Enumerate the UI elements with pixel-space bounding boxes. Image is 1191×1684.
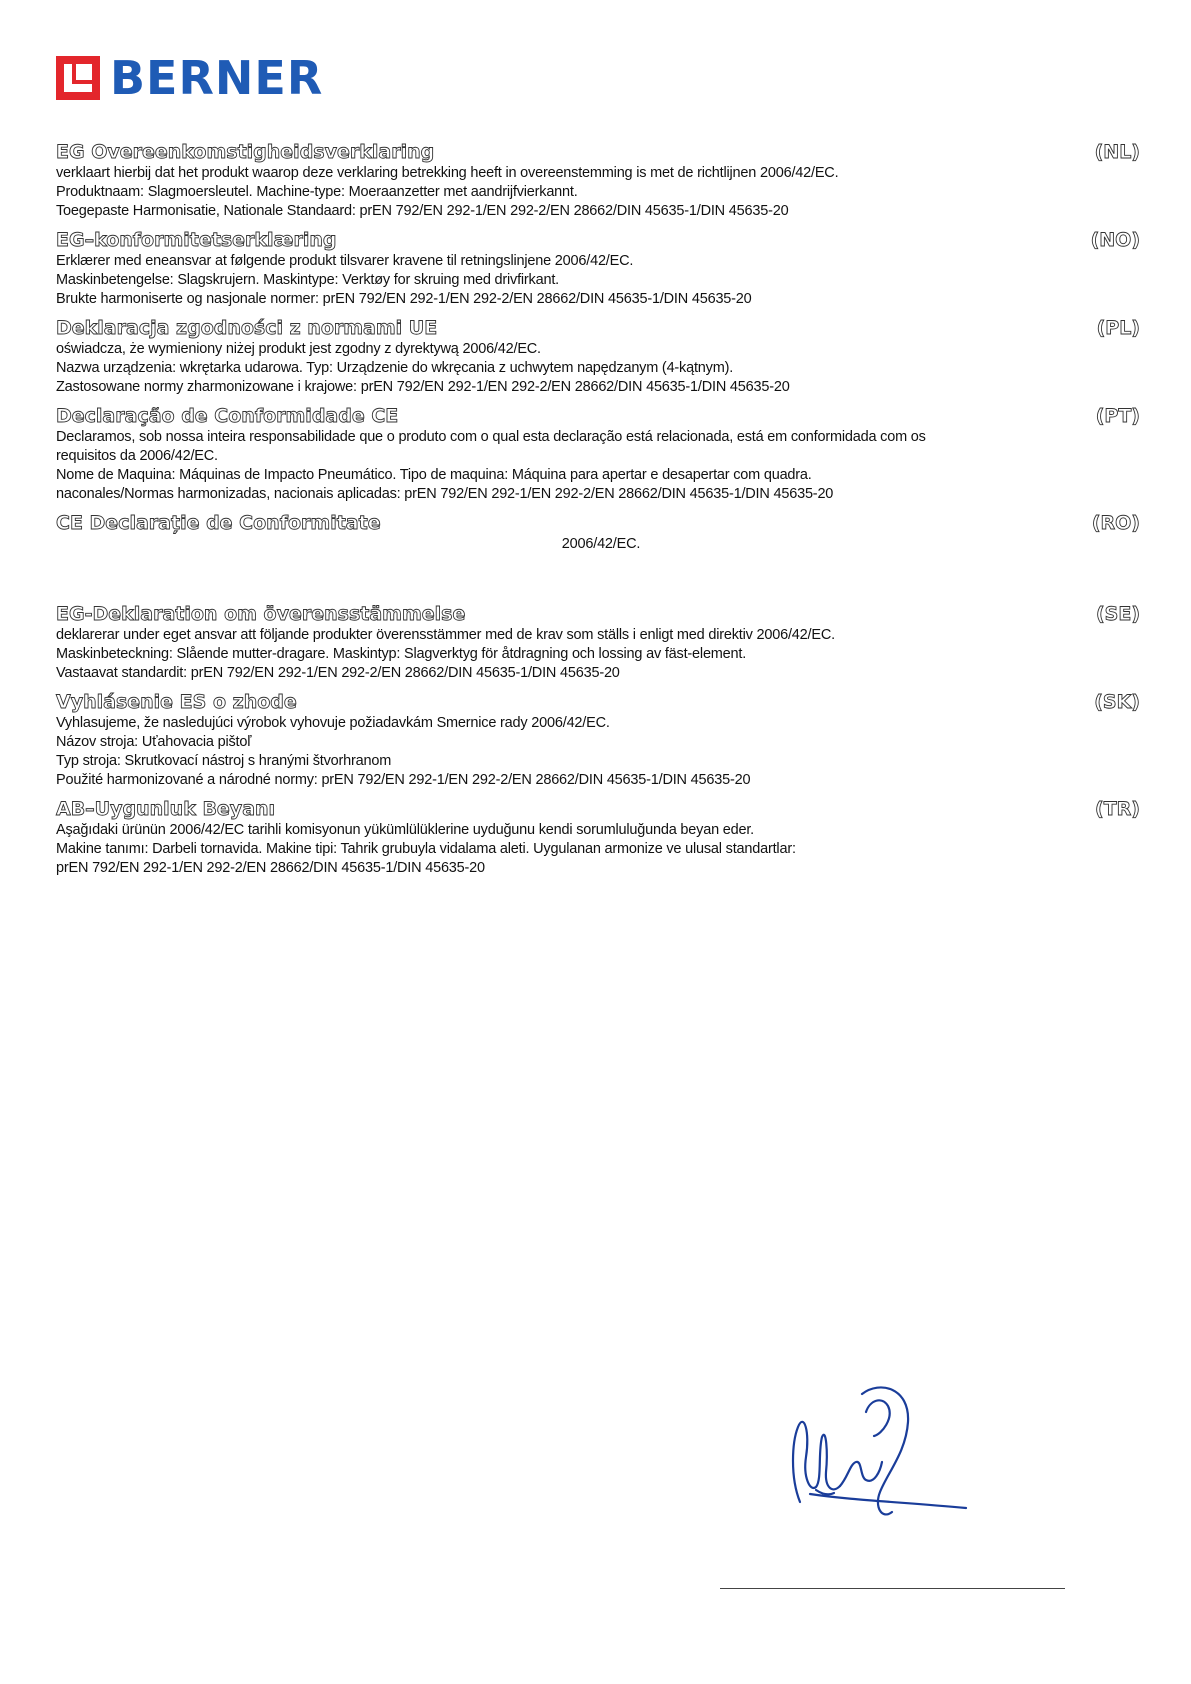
declaration-line: Produktnaam: Slagmoersleutel. Machine-type: Moeraanzetter met aandrijfvierkannt. [56, 184, 578, 200]
signature-line [720, 1588, 1065, 1589]
section-no [56, 228, 1140, 309]
declaration-line: Maskinbetengelse: Slagskrujern. Maskintype: Verktøy for skruing med drivfirkant. [56, 272, 559, 288]
language-code: (SK) [1094, 691, 1140, 713]
declaration-line: Toegepaste Harmonisatie, Nationale Standaard: prEN 792/EN 292-1/EN 292-2/EN 28662/DIN 45635-1/DIN 45635-20 [56, 203, 789, 219]
declaration-line: oświadcza, że wymieniony niżej produkt jest zgodny z dyrektywą 2006/42/EC. [56, 341, 541, 357]
declaration-line: Brukte harmoniserte og nasjonale normer: prEN 792/EN 292-1/EN 292-2/EN 28662/DIN 45635-1/DIN 45635-20 [56, 291, 752, 307]
declaration-line: Vyhlasujeme, že nasledujúci výrobok vyhovuje požiadavkám Smernice rady 2006/42/EC. [56, 715, 610, 731]
section-title: Vyhlásenie ES o zhode [56, 691, 297, 713]
declaration-line: verklaart hierbij dat het produkt waarop deze verklaring betrekking heeft in overeenstemming is met de richtlijnen 2006/42/EC. [56, 165, 839, 181]
declaration-line: Zastosowane normy zharmonizowane i krajowe: prEN 792/EN 292-1/EN 292-2/EN 28662/DIN 45635-1/DIN 45635-20 [56, 379, 790, 395]
language-code: (SE) [1095, 603, 1140, 625]
section-nl [56, 140, 1140, 221]
declaration-line: 2006/42/EC. [561, 536, 641, 552]
language-code: (PL) [1096, 317, 1140, 339]
section-title: EG–konformitetserklæring [56, 229, 337, 251]
section-title: Deklaracja zgodności z normami UE [56, 317, 438, 339]
language-code: (NL) [1094, 141, 1140, 163]
section-title: EG-Deklaration om överensstämmelse [56, 603, 466, 625]
declaration-line: Použité harmonizované a národné normy: prEN 792/EN 292-1/EN 292-2/EN 28662/DIN 45635-1/DIN 45635-20 [56, 772, 751, 788]
section-title: Declaração de Conformidade CE [56, 405, 399, 427]
declaration-line: Aşağıdaki ürünün 2006/42/EC tarihli komisyonun yükümlülüklerine uyduğunu kendi sorumluluğunda beyan eder. [56, 822, 755, 838]
declaration-line: deklarerar under eget ansvar att följande produkter överensstämmer med de krav som ställs i enligt med direktiv 2006/42/EC. [56, 627, 835, 643]
language-code: (RO) [1091, 512, 1140, 534]
declaration-line: Maskinbeteckning: Slående mutter-dragare. Maskintyp: Slagverktyg för åtdragning och lossing av fäst-element. [56, 646, 747, 662]
declaration-line: Makine tanımı: Darbeli tornavida. Makine tipi: Tahrik grubuyla vidalama aleti. Uygulanan armonize ve ulusal standartlar: [56, 841, 796, 857]
declaration-line: Erklærer med eneansvar at følgende produkt tilsvarer kravene til retningslinjene 2006/42/EC. [56, 253, 634, 269]
declarations [56, 140, 1140, 885]
language-code: (NO) [1090, 229, 1140, 251]
berner-logo-mark [56, 56, 100, 100]
section-sk [56, 690, 1140, 790]
section-tr [56, 797, 1140, 878]
section-ro [56, 511, 1140, 554]
section-pt [56, 404, 1140, 504]
section-title: CE Declarație de Conformitate [56, 512, 381, 534]
declaration-line: Nome de Maquina: Máquinas de Impacto Pneumático. Tipo de maquina: Máquina para apertar e desapertar com quadra. [56, 467, 812, 483]
declaration-line: Nazwa urządzenia: wkrętarka udarowa. Typ: Urządzenie do wkręcania z uchwytem napędzanym (4-kątnym). [56, 360, 734, 376]
berner-logo [56, 51, 324, 105]
declaration-line: prEN 792/EN 292-1/EN 292-2/EN 28662/DIN 45635-1/DIN 45635-20 [56, 860, 485, 876]
declaration-line: Typ stroja: Skrutkovací nástroj s hranými štvorhranom [56, 753, 392, 769]
section-title: EG Overeenkomstigheidsverklaring [56, 141, 435, 163]
section-pl [56, 316, 1140, 397]
handwritten-signature [770, 1382, 970, 1522]
declaration-line: Declaramos, sob nossa inteira responsabilidade que o produto com o qual esta declaração está relacionada, está em conformidada com os requisitos da 2006/42/EC. [56, 429, 926, 464]
declaration-line: Názov stroja: Uťahovacia pištoľ [56, 734, 252, 750]
declaration-line: Vastaavat standardit: prEN 792/EN 292-1/EN 292-2/EN 28662/DIN 45635-1/DIN 45635-20 [56, 665, 620, 681]
language-code: (PT) [1095, 405, 1140, 427]
declaration-line: naconales/Normas harmonizadas, nacionais aplicadas: prEN 792/EN 292-1/EN 292-2/EN 28662/DIN 45635-1/DIN 45635-20 [56, 486, 834, 502]
language-code: (TR) [1095, 798, 1140, 820]
section-se [56, 602, 1140, 683]
section-title: AB–Uygunluk Beyanı [56, 798, 276, 820]
brand-name: BERNER [110, 51, 324, 105]
